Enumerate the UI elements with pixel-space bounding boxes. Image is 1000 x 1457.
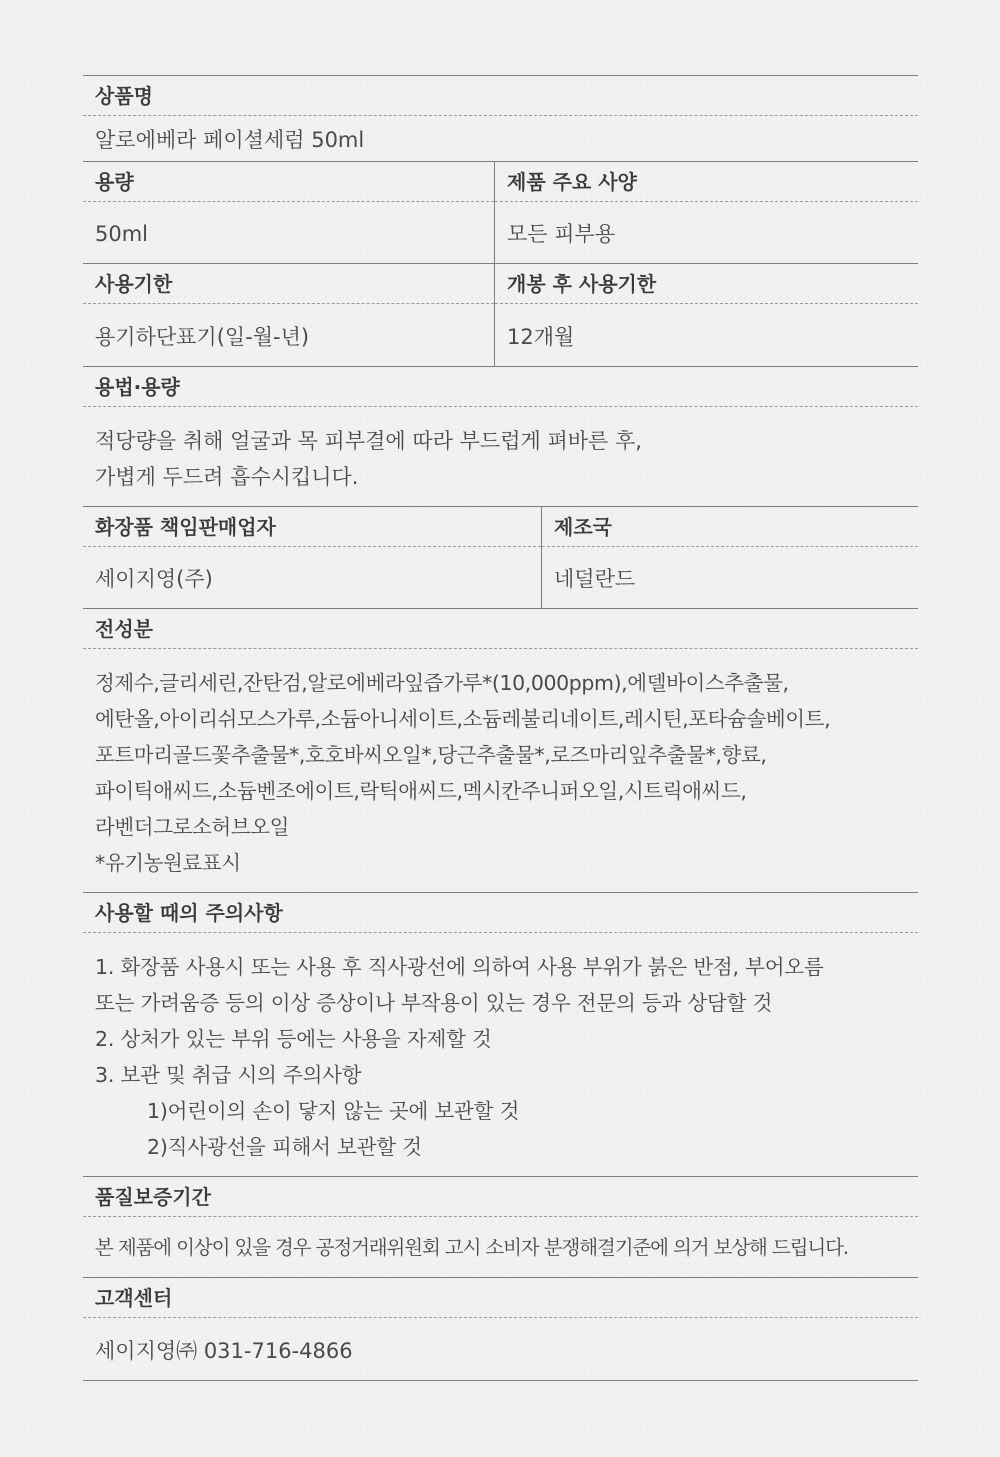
product-name-value: 알로에베라 페이셜세럼 50ml [95, 128, 365, 152]
origin-cell [541, 507, 918, 608]
ingredients-section [83, 609, 918, 893]
product-name-section [83, 76, 918, 162]
usage-section [83, 367, 918, 507]
caution-line: 3. 보관 및 취급 시의 주의사항 [95, 1063, 362, 1087]
usage-text [83, 407, 918, 506]
seller-cell [83, 507, 541, 608]
warranty-label: 품질보증기간 [83, 1177, 918, 1217]
usage-line: 가볍게 두드려 흡수시킵니다. [95, 465, 359, 489]
caution-sub-line: 2)직사광선을 피해서 보관할 것 [147, 1135, 422, 1159]
seller-label: 화장품 책임판매업자 [83, 507, 541, 547]
cautions-text [83, 933, 918, 1176]
after-opening-cell [494, 264, 918, 366]
ingredients-label: 전성분 [83, 609, 918, 649]
capacity-cell [83, 162, 494, 263]
main-spec-value: 모든 피부용 [507, 222, 616, 246]
origin-value: 네덜란드 [554, 567, 636, 591]
customer-center-section [83, 1278, 918, 1381]
ingredients-line: 포트마리골드꽃추출물*,호호바씨오일*,당근추출물*,로즈마리잎추출물*,향료, [95, 743, 767, 767]
seller-origin-row [83, 507, 918, 609]
ingredients-line: 파이틱애씨드,소듐벤조에이트,락틱애씨드,멕시칸주니퍼오일,시트릭애씨드, [95, 779, 747, 803]
expiry-value: 용기하단표기(일-월-년) [95, 325, 310, 349]
caution-line: 2. 상처가 있는 부위 등에는 사용을 자제할 것 [95, 1027, 492, 1051]
expiry-label: 사용기한 [83, 264, 494, 304]
usage-label: 용법·용량 [83, 367, 918, 407]
organic-note: *유기농원료표시 [95, 851, 241, 875]
ingredients-text [83, 649, 918, 892]
cautions-label: 사용할 때의 주의사항 [83, 893, 918, 933]
capacity-value: 50ml [95, 222, 149, 246]
origin-label: 제조국 [542, 507, 918, 547]
after-opening-value: 12개월 [507, 325, 575, 349]
main-spec-label: 제품 주요 사양 [495, 162, 918, 202]
customer-center-label: 고객센터 [83, 1278, 918, 1318]
caution-line: 1. 화장품 사용시 또는 사용 후 직사광선에 의하여 사용 부위가 붉은 반점, 부어오름 [95, 955, 824, 979]
expiry-cell [83, 264, 494, 366]
product-info-table [83, 75, 918, 1381]
product-name-label: 상품명 [83, 76, 918, 116]
ingredients-line: 에탄올,아이리쉬모스가루,소듐아니세이트,소듐레불리네이트,레시틴,포타슘솔베이트, [95, 707, 831, 731]
capacity-label: 용량 [83, 162, 494, 202]
ingredients-line: 라벤더그로소허브오일 [95, 815, 290, 839]
cautions-section [83, 893, 918, 1177]
caution-sub-line: 1)어린이의 손이 닿지 않는 곳에 보관할 것 [147, 1099, 520, 1123]
warranty-section [83, 1177, 918, 1278]
ingredients-line: 정제수,글리세린,잔탄검,알로에베라잎즙가루*(10,000ppm),에델바이스추출물, [95, 671, 789, 695]
caution-line: 또는 가려움증 등의 이상 증상이나 부작용이 있는 경우 전문의 등과 상담할 것 [95, 991, 773, 1015]
usage-line: 적당량을 취해 얼굴과 목 피부결에 따라 부드럽게 펴바른 후, [95, 429, 642, 453]
capacity-spec-row [83, 162, 918, 264]
main-spec-cell [494, 162, 918, 263]
warranty-value: 본 제품에 이상이 있을 경우 공정거래위원회 고시 소비자 분쟁해결기준에 의거 보상해 드립니다. [95, 1236, 848, 1259]
after-opening-label: 개봉 후 사용기한 [495, 264, 918, 304]
seller-value: 세이지영(주) [95, 567, 213, 591]
customer-center-value: 세이지영㈜ 031-716-4866 [95, 1339, 353, 1363]
expiry-row [83, 264, 918, 367]
